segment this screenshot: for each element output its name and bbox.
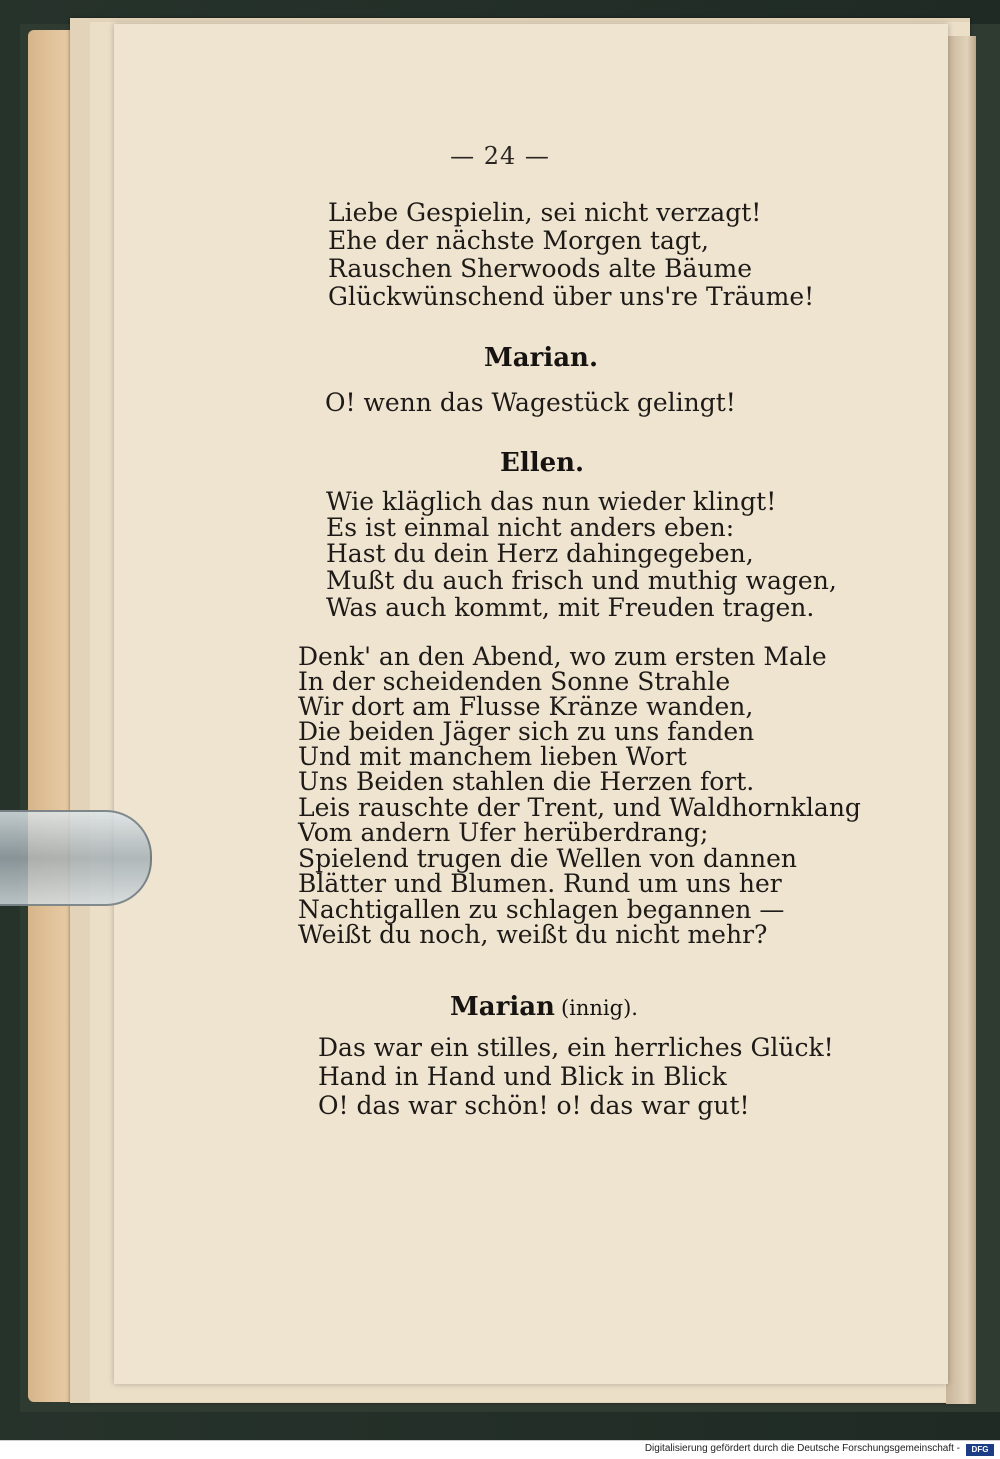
verse-line: Und mit manchem lieben Wort: [298, 742, 687, 771]
verse-line: Es ist einmal nicht anders eben:: [326, 513, 735, 542]
verse-line: Mußt du auch frisch und muthig wagen,: [326, 566, 837, 595]
verse-line: Uns Beiden stahlen die Herzen fort.: [298, 767, 755, 796]
page-number: — 24 —: [450, 142, 550, 170]
verse-line: Vom andern Ufer herüberdrang;: [298, 818, 709, 847]
footer-credit: Digitalisierung gefördert durch die Deutsche Forschungsgemeinschaft -: [644, 1443, 960, 1454]
verse-line: Rauschen Sherwoods alte Bäume: [328, 254, 752, 283]
verse-line: Liebe Gespielin, sei nicht verzagt!: [328, 198, 762, 227]
dfg-logo: DFG: [966, 1444, 994, 1456]
verse-line: Wie kläglich das nun wieder klingt!: [326, 487, 777, 516]
verse-line: Blätter und Blumen. Rund um uns her: [298, 869, 782, 898]
speaker-name: Marian: [450, 992, 555, 1022]
verse-line: In der scheidenden Sonne Strahle: [298, 667, 731, 696]
verse-line: Nachtigallen zu schlagen begannen —: [298, 895, 785, 924]
verse-line: Hand in Hand und Blick in Blick: [318, 1062, 727, 1091]
page-holder-clip: [0, 810, 152, 906]
verse-line: Hast du dein Herz dahingegeben,: [326, 539, 754, 568]
stage-direction: (innig).: [560, 996, 638, 1020]
verse-line: O! wenn das Wagestück gelingt!: [325, 388, 736, 417]
verse-line: Das war ein stilles, ein herrliches Glück!: [318, 1033, 834, 1062]
verse-line: Was auch kommt, mit Freuden tragen.: [326, 593, 815, 622]
speaker-heading: Ellen.: [500, 448, 585, 478]
verse-line: Glückwünschend über uns're Träume!: [328, 282, 815, 311]
verse-line: Leis rauschte der Trent, und Waldhornklang: [298, 793, 861, 822]
verse-line: O! das war schön! o! das war gut!: [318, 1091, 750, 1120]
verse-line: Ehe der nächste Morgen tagt,: [328, 226, 709, 255]
verse-line: Die beiden Jäger sich zu uns fanden: [298, 717, 755, 746]
verse-line: Wir dort am Flusse Kränze wanden,: [298, 692, 754, 721]
verse-line: Weißt du noch, weißt du nicht mehr?: [298, 920, 768, 949]
speaker-heading: [450, 992, 638, 1022]
speaker-heading: Marian.: [484, 343, 599, 373]
footer-bar: [0, 1440, 1000, 1459]
verse-line: Denk' an den Abend, wo zum ersten Male: [298, 642, 827, 671]
page-edge-right: [946, 36, 976, 1404]
verse-line: Spielend trugen die Wellen von dannen: [298, 844, 797, 873]
